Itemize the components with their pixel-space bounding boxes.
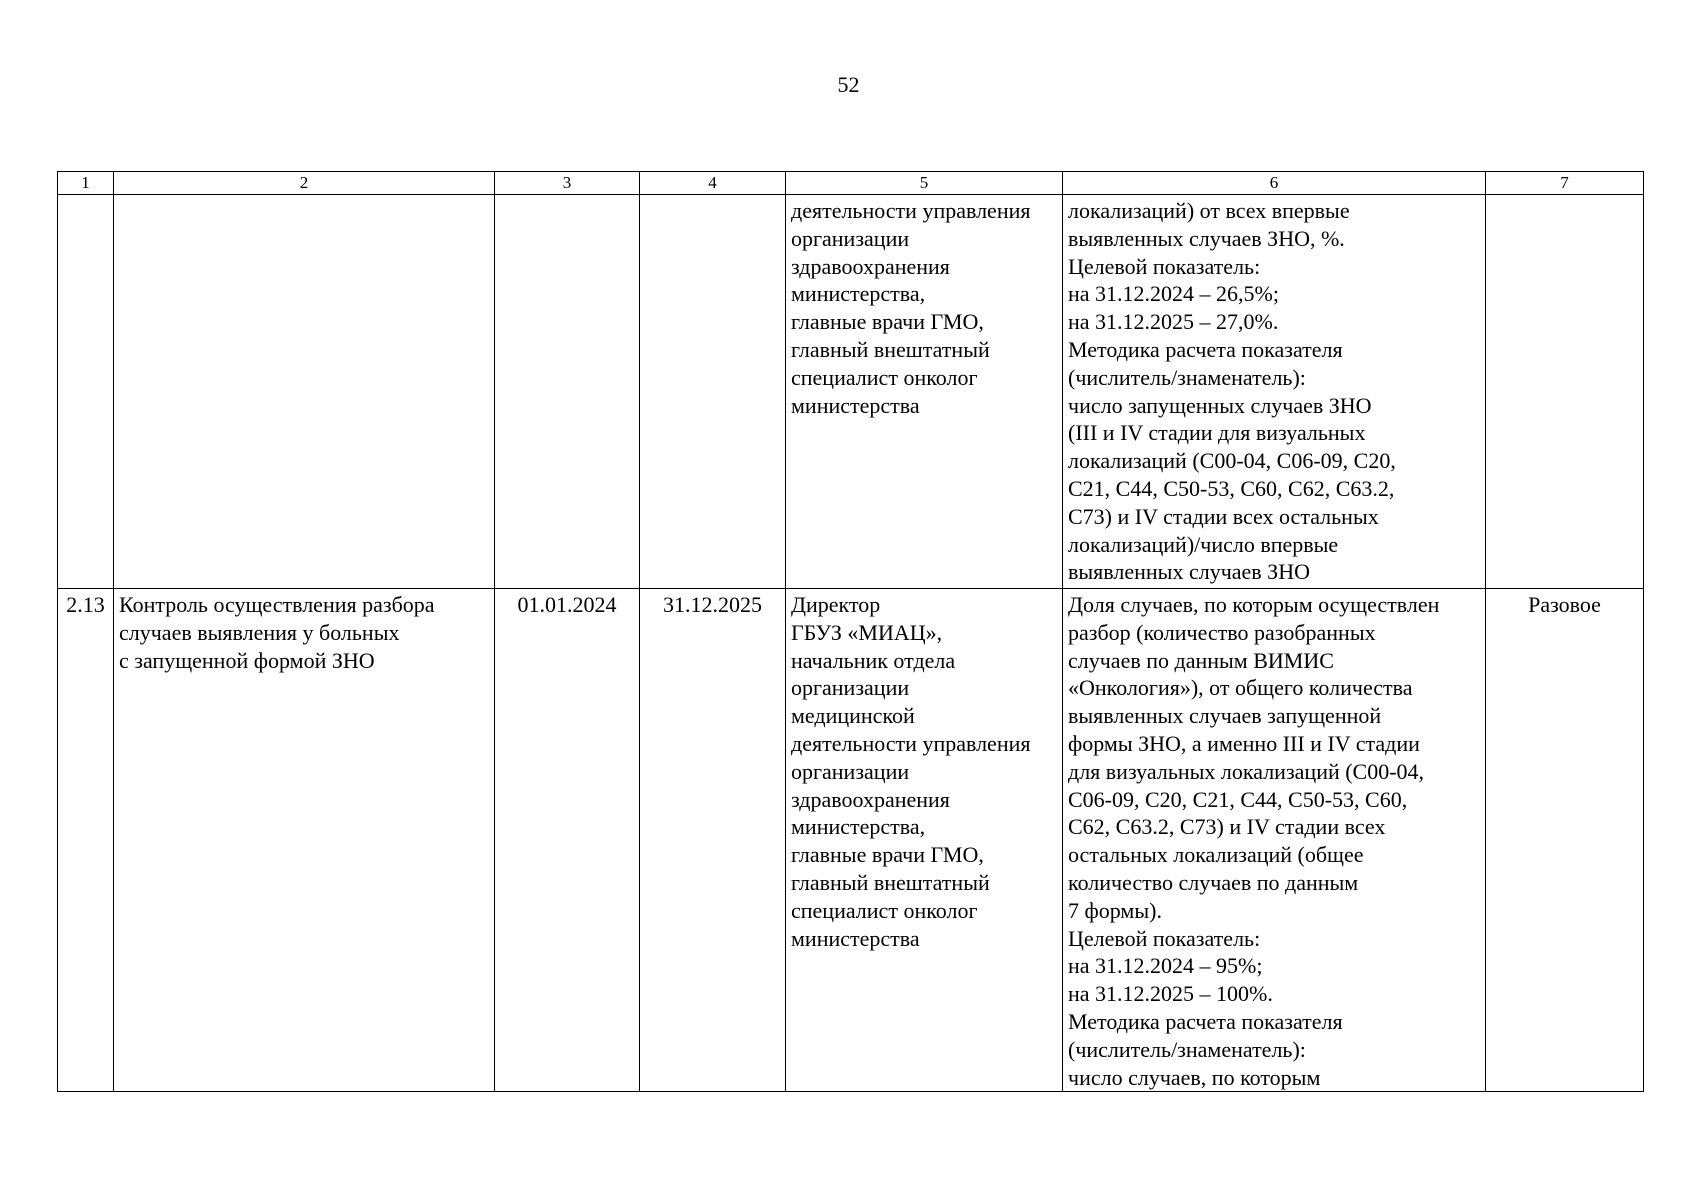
column-number-header-row [58,172,1644,195]
row-number-cell [58,589,114,1092]
row-number [58,195,113,197]
end-date-cell [640,195,786,589]
frequency-cell [1486,589,1644,1092]
result-indicator-cell [1063,195,1486,589]
row-number-cell [58,195,114,589]
start-date [495,195,639,197]
frequency-text: Разовое [1528,592,1601,617]
measures-table [57,171,1644,1092]
result-indicator-text: локализаций) от всех впервые выявленных случаев ЗНО, %. Целевой показатель: на 31.12.2024 – 26,5%; на 31.12.2025 – 27,0%. Методика расчета показателя (числитель/знаменатель): число запущенных случаев ЗНО (III и IV стадии для визуальных локализаций (С00-04, С06-09, С20, С21, С44, С50-53, С60, С62, С63.2, С73) и IV стадии всех остальных локализаций)/число впервые выявленных случаев ЗНО [1068,198,1396,585]
frequency-cell [1486,195,1644,589]
activity-text: Контроль осуществления разбора случаев выявления у больных с запущенной формой ЗНО [119,592,435,673]
frequency-text [1486,195,1643,197]
column-header-4: 4 [640,172,786,195]
result-indicator-cell [1063,589,1486,1092]
page-number: 52 [837,72,860,97]
end-date: 31.12.2025 [663,592,762,617]
end-date-cell [640,589,786,1092]
column-header-3: 3 [495,172,640,195]
column-header-1: 1 [58,172,114,195]
end-date [640,195,785,197]
column-header-7: 7 [1486,172,1644,195]
activity-text [114,195,494,197]
result-indicator-text: Доля случаев, по которым осуществлен разбор (количество разобранных случаев по данным ВИМИС «Онкология»), от общего количества выявленных случаев запущенной формы ЗНО, а именно III и IV стадии для визуальных локализаций (С00-04, С06-09, С20, С21, С44, С50-53, С60, С62, С63.2, С73) и IV стадии всех остальных локализаций (общее количество случаев по данным 7 формы). Целевой показатель: на 31.12.2024 – 95%; на 31.12.2025 – 100%. Методика расчета показателя (числитель/знаменатель): число случаев, по которым [1068,592,1440,1090]
activity-cell [114,589,495,1092]
row-number: 2.13 [66,592,105,617]
table-row-continuation [58,195,1644,589]
column-header-6: 6 [1063,172,1486,195]
start-date-cell [495,589,640,1092]
responsible-cell [786,589,1063,1092]
start-date-cell [495,195,640,589]
column-header-5: 5 [786,172,1063,195]
responsible-text: Директор ГБУЗ «МИАЦ», начальник отдела организации медицинской деятельности управления организации здравоохранения министерства, главные врачи ГМО, главный внештатный специалист онколог министерства [791,592,1031,951]
column-header-2: 2 [114,172,495,195]
table-row-2-13 [58,589,1644,1092]
activity-cell [114,195,495,589]
responsible-text: деятельности управления организации здравоохранения министерства, главные врачи ГМО, главный внештатный специалист онколог министерства [791,198,1031,418]
start-date: 01.01.2024 [517,592,617,617]
responsible-cell [786,195,1063,589]
